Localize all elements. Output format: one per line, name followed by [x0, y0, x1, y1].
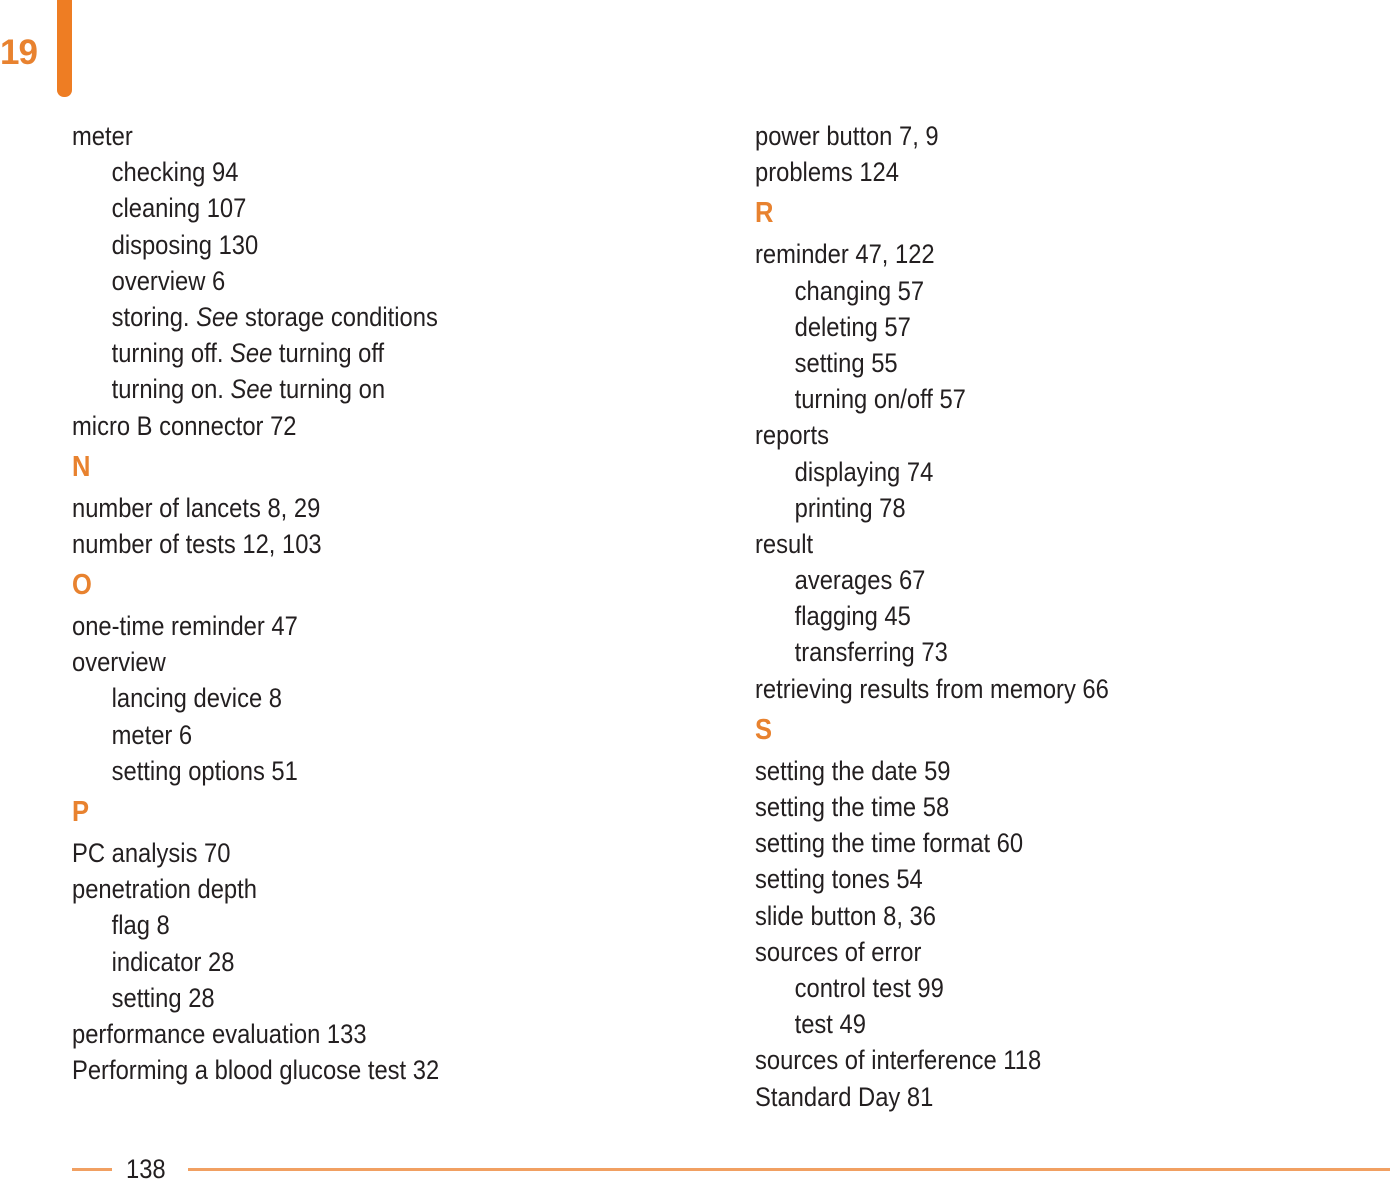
index-entry: penetration depth	[72, 874, 257, 905]
index-subentry: lancing device 8	[111, 683, 283, 714]
index-entry: micro B connector 72	[72, 410, 297, 441]
see-target: turning off	[272, 338, 385, 369]
index-subentry: changing 57	[794, 275, 925, 306]
see-reference: See	[230, 374, 273, 405]
index-entry: Performing a blood glucose test 32	[72, 1055, 440, 1086]
chapter-tab-bar	[57, 0, 72, 97]
index-entry: setting the time 58	[755, 792, 950, 822]
index-section-letter: R	[755, 197, 774, 230]
index-subentry: transferring 73	[794, 637, 948, 668]
index-subentry: disposing 130	[111, 229, 259, 260]
index-entry: PC analysis 70	[72, 838, 231, 868]
index-entry: power button 7, 9	[755, 121, 939, 151]
index-subentry: indicator 28	[111, 946, 235, 977]
index-section-letter: O	[72, 569, 92, 602]
index-entry: Standard Day 81	[755, 1081, 934, 1112]
index-entry: result	[755, 528, 814, 559]
index-entry: meter	[72, 121, 133, 151]
index-entry: reminder 47, 122	[755, 239, 935, 270]
index-subentry: flag 8	[111, 910, 170, 941]
index-subentry: displaying 74	[794, 456, 934, 487]
index-subentry: meter 6	[111, 719, 193, 750]
index-subentry: printing 78	[794, 492, 906, 523]
index-subentry	[72, 335, 439, 371]
index-entry: performance evaluation 133	[72, 1018, 367, 1049]
index-subentry: setting options 51	[111, 755, 298, 786]
index-entry: retrieving results from memory 66	[755, 673, 1109, 704]
index-entry: setting the date 59	[755, 755, 951, 786]
index-entry: overview	[72, 647, 166, 678]
entry-text: turning on.	[111, 374, 231, 405]
index-subentry: setting 28	[111, 982, 215, 1013]
see-target: turning on	[272, 374, 386, 405]
index-subentry: cleaning 107	[111, 193, 247, 224]
index-subentry: flagging 45	[794, 601, 911, 632]
index-section-letter: P	[72, 796, 90, 828]
index-subentry	[72, 299, 439, 335]
index-subentry: checking 94	[111, 157, 239, 188]
index-entry: number of lancets 8, 29	[72, 492, 321, 523]
index-subentry: overview 6	[111, 265, 226, 296]
chapter-number: 19	[0, 33, 37, 72]
index-subentry: deleting 57	[794, 311, 911, 342]
entry-text: turning off.	[111, 338, 231, 369]
footer-rule-left	[72, 1168, 112, 1171]
index-section-letter: S	[755, 713, 773, 746]
index-section-letter: N	[72, 450, 91, 483]
index-subentry: control test 99	[794, 972, 944, 1003]
index-column-left	[72, 118, 439, 1088]
see-target: storage conditions	[238, 301, 438, 332]
index-entry: sources of interference 118	[755, 1045, 1042, 1076]
footer-rule-right	[188, 1168, 1390, 1171]
index-subentry: test 49	[794, 1009, 866, 1040]
index-subentry: turning on/off 57	[794, 384, 966, 415]
index-entry: setting tones 54	[755, 864, 923, 895]
entry-text: storing.	[111, 301, 197, 332]
index-column-right	[755, 118, 1109, 1115]
index-entry: problems 124	[755, 157, 899, 188]
index-subentry: setting 55	[794, 347, 898, 378]
index-entry: sources of error	[755, 936, 922, 967]
index-entry: setting the time format 60	[755, 828, 1024, 859]
index-entry: slide button 8, 36	[755, 900, 936, 931]
index-subentry: averages 67	[794, 565, 926, 596]
see-reference: See	[230, 338, 273, 369]
index-entry: number of tests 12, 103	[72, 528, 322, 559]
index-entry: one-time reminder 47	[72, 611, 298, 642]
see-reference: See	[196, 301, 239, 332]
index-subentry	[72, 371, 439, 407]
index-entry: reports	[755, 420, 829, 451]
page-number: 138	[126, 1154, 166, 1184]
